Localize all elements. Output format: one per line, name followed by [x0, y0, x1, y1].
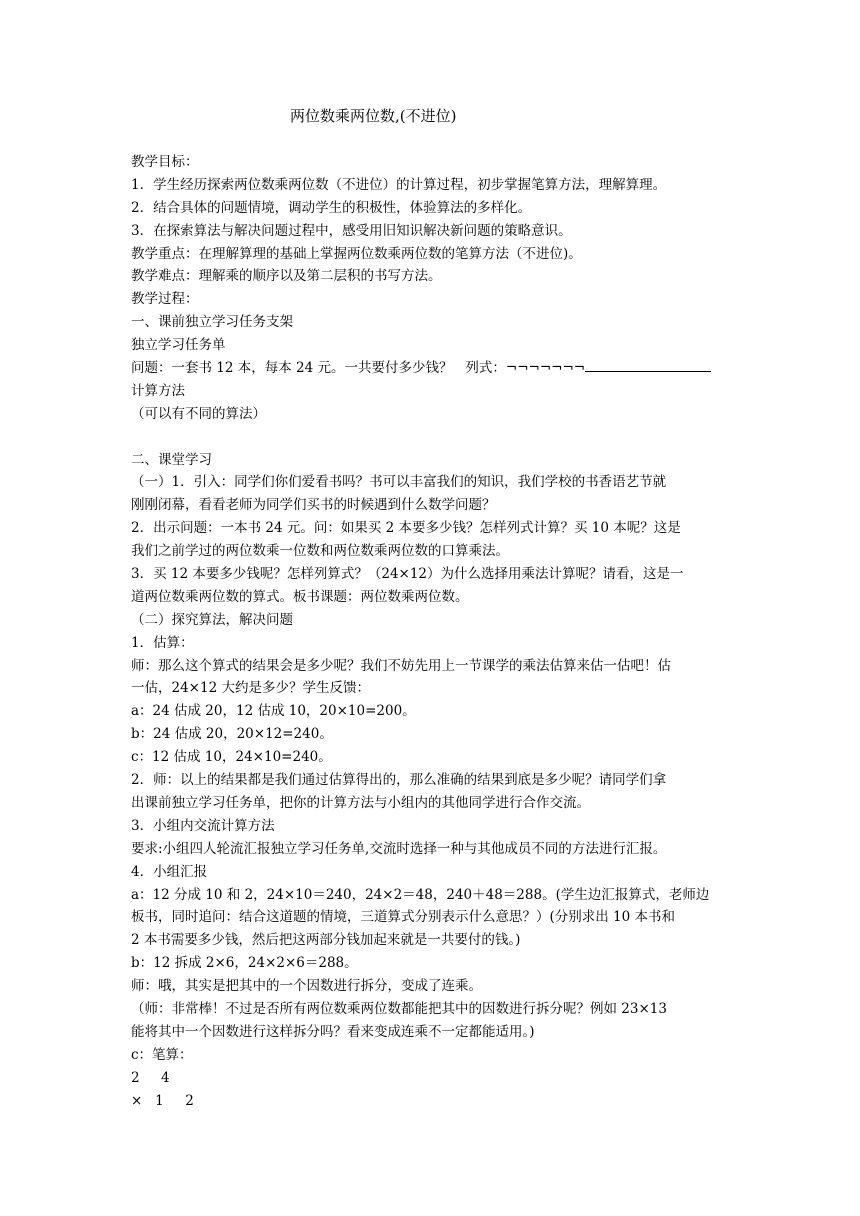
document-title: 两位数乘两位数,(不进位): [290, 107, 457, 125]
text-line: 出课前独立学习任务单，把你的计算方法与小组内的其他同学进行合作交流。: [131, 794, 590, 811]
text-line: 2．师：以上的结果都是我们通过估算得出的，那么准确的结果到底是多少呢？请同学们拿: [131, 772, 667, 789]
text-line: a：24 估成 20，12 估成 10，20×10=200。: [131, 703, 416, 720]
text-line: 独立学习任务单: [131, 337, 226, 354]
vertical-calc-line: × 1 2: [131, 1092, 194, 1109]
text-line: 3．买 12 本要多少钱呢？怎样列算式？（24×12）为什么选择用乘法计算呢？请看，这是一: [131, 566, 684, 583]
text-line: 道两位数乘两位数的算式。板书课题：两位数乘两位数。: [131, 588, 469, 605]
text-line: （可以有不同的算法）: [131, 405, 266, 422]
problem-text: 问题：一套书 12 本，每本 24 元。一共要付多少钱？ 列式：¬¬¬¬¬¬¬: [131, 360, 586, 377]
text-line: 二、课堂学习: [131, 451, 212, 468]
text-line: 1．估算：: [131, 634, 194, 651]
text-line: 教学重点：在理解算理的基础上掌握两位数乘两位数的笔算方法（不进位)。: [131, 245, 582, 262]
text-line: 1．学生经历探索两位数乘两位数（不进位）的计算过程，初步掌握笔算方法，理解算理。: [131, 176, 667, 193]
text-line: 2．结合具体的问题情境，调动学生的积极性，体验算法的多样化。: [131, 199, 532, 216]
text-line: 我们之前学过的两位数乘一位数和两位数乘两位数的口算乘法。: [131, 543, 509, 560]
text-line: 一估，24×12 大约是多少？学生反馈：: [131, 680, 370, 697]
text-line: 能将其中一个因数进行这样拆分吗？看来变成连乘不一定都能适用。): [131, 1023, 535, 1040]
text-line: 师：那么这个算式的结果会是多少呢？我们不妨先用上一节课学的乘法估算来估一估吧！估: [131, 657, 671, 674]
text-line: 2．出示问题：一本书 24 元。问：如果买 2 本要多少钱？怎样列式计算？买 10 本呢？这是: [131, 520, 681, 537]
text-line: （二）探究算法，解决问题: [131, 611, 293, 628]
text-line: 教学难点：理解乘的顺序以及第二层积的书写方法。: [131, 268, 442, 285]
text-line: 计算方法: [131, 382, 185, 399]
text-line: c：12 估成 10，24×10=240。: [131, 749, 332, 766]
text-line: b：12 拆成 2×6，24×2×6＝288。: [131, 955, 358, 972]
text-line: c：笔算：: [131, 1046, 193, 1063]
text-line: 4．小组汇报: [131, 863, 208, 880]
text-line: 板书，同时追问：结合这道题的情境，三道算式分别表示什么意思？）(分别求出 10 本书和: [131, 909, 676, 926]
text-line: 要求:小组四人轮流汇报独立学习任务单,交流时选择一种与其他成员不同的方法进行汇报。: [131, 840, 667, 857]
blank-line: [131, 426, 737, 449]
vertical-calc-line: 2 4: [131, 1069, 170, 1086]
text-line: b：24 估成 20，20×12=240。: [131, 726, 333, 743]
text-line: 刚刚闭幕，看看老师为同学们买书的时候遇到什么数学问题？: [131, 497, 496, 514]
problem-line: [131, 357, 737, 380]
text-line: 师：哦，其实是把其中的一个因数进行拆分，变成了连乘。: [131, 978, 482, 995]
answer-blank: [585, 357, 711, 372]
text-line: （一）1．引入：同学们你们爱看书吗？书可以丰富我们的知识，我们学校的书香语艺节就: [131, 474, 667, 491]
text-line: a：12 分成 10 和 2，24×10＝240，24×2＝48，240＋48＝288。(学生边汇报算式，老师边: [131, 886, 710, 903]
document-body: [131, 151, 737, 1112]
text-line: 2 本书需要多少钱，然后把这两部分钱加起来就是一共要付的钱。): [131, 932, 521, 949]
text-line: 一、课前独立学习任务支架: [131, 314, 293, 331]
text-line: 教学过程：: [131, 291, 199, 308]
text-line: 3．在探索算法与解决问题过程中，感受用旧知识解决新问题的策略意识。: [131, 222, 572, 239]
text-line: 3．小组内交流计算方法: [131, 817, 275, 834]
text-line: 教学目标：: [131, 154, 199, 170]
text-line: （师：非常棒！不过是否所有两位数乘两位数都能把其中的因数进行拆分呢？例如 23×13: [131, 1000, 667, 1017]
